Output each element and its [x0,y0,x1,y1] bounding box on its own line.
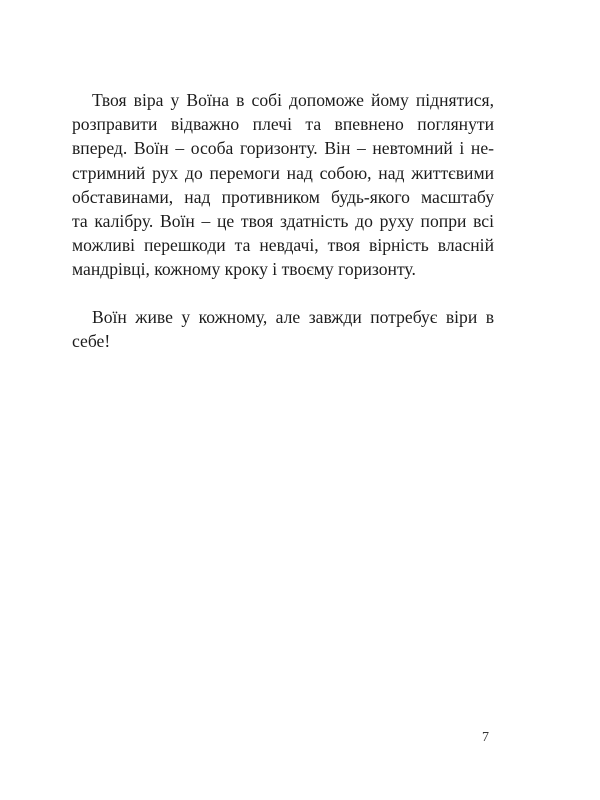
text-line: обставинами, над противником будь-якого масштабу [72,186,494,207]
paragraph-2 [72,305,494,353]
text-line: Твоя віра у Воїна в собі допоможе йому піднятися, [92,90,494,110]
paragraph-spacer [72,282,494,305]
page-number: 7 [482,730,489,745]
text-line: та калібру. Воїн – це твоя здатність до руху попри всі [72,210,494,231]
body-text [72,88,494,353]
text-line: вперед. Воїн – особа горизонту. Він – невтомний і не- [72,138,494,159]
text-line: розправити відважно плечі та впевнено поглянути [72,114,494,135]
paragraph-1 [72,88,494,282]
text-line: стримний рух до перемоги над собою, над життєвими [72,162,494,183]
text-line: себе! [72,330,111,351]
text-line: Воїн живе у кожному, але завжди потребує віри в [92,306,494,327]
text-line: можливі перешкоди та невдачі, твоя вірність власній [72,235,494,256]
text-line: мандрівці, кожному кроку і твоєму горизонту. [72,259,416,280]
